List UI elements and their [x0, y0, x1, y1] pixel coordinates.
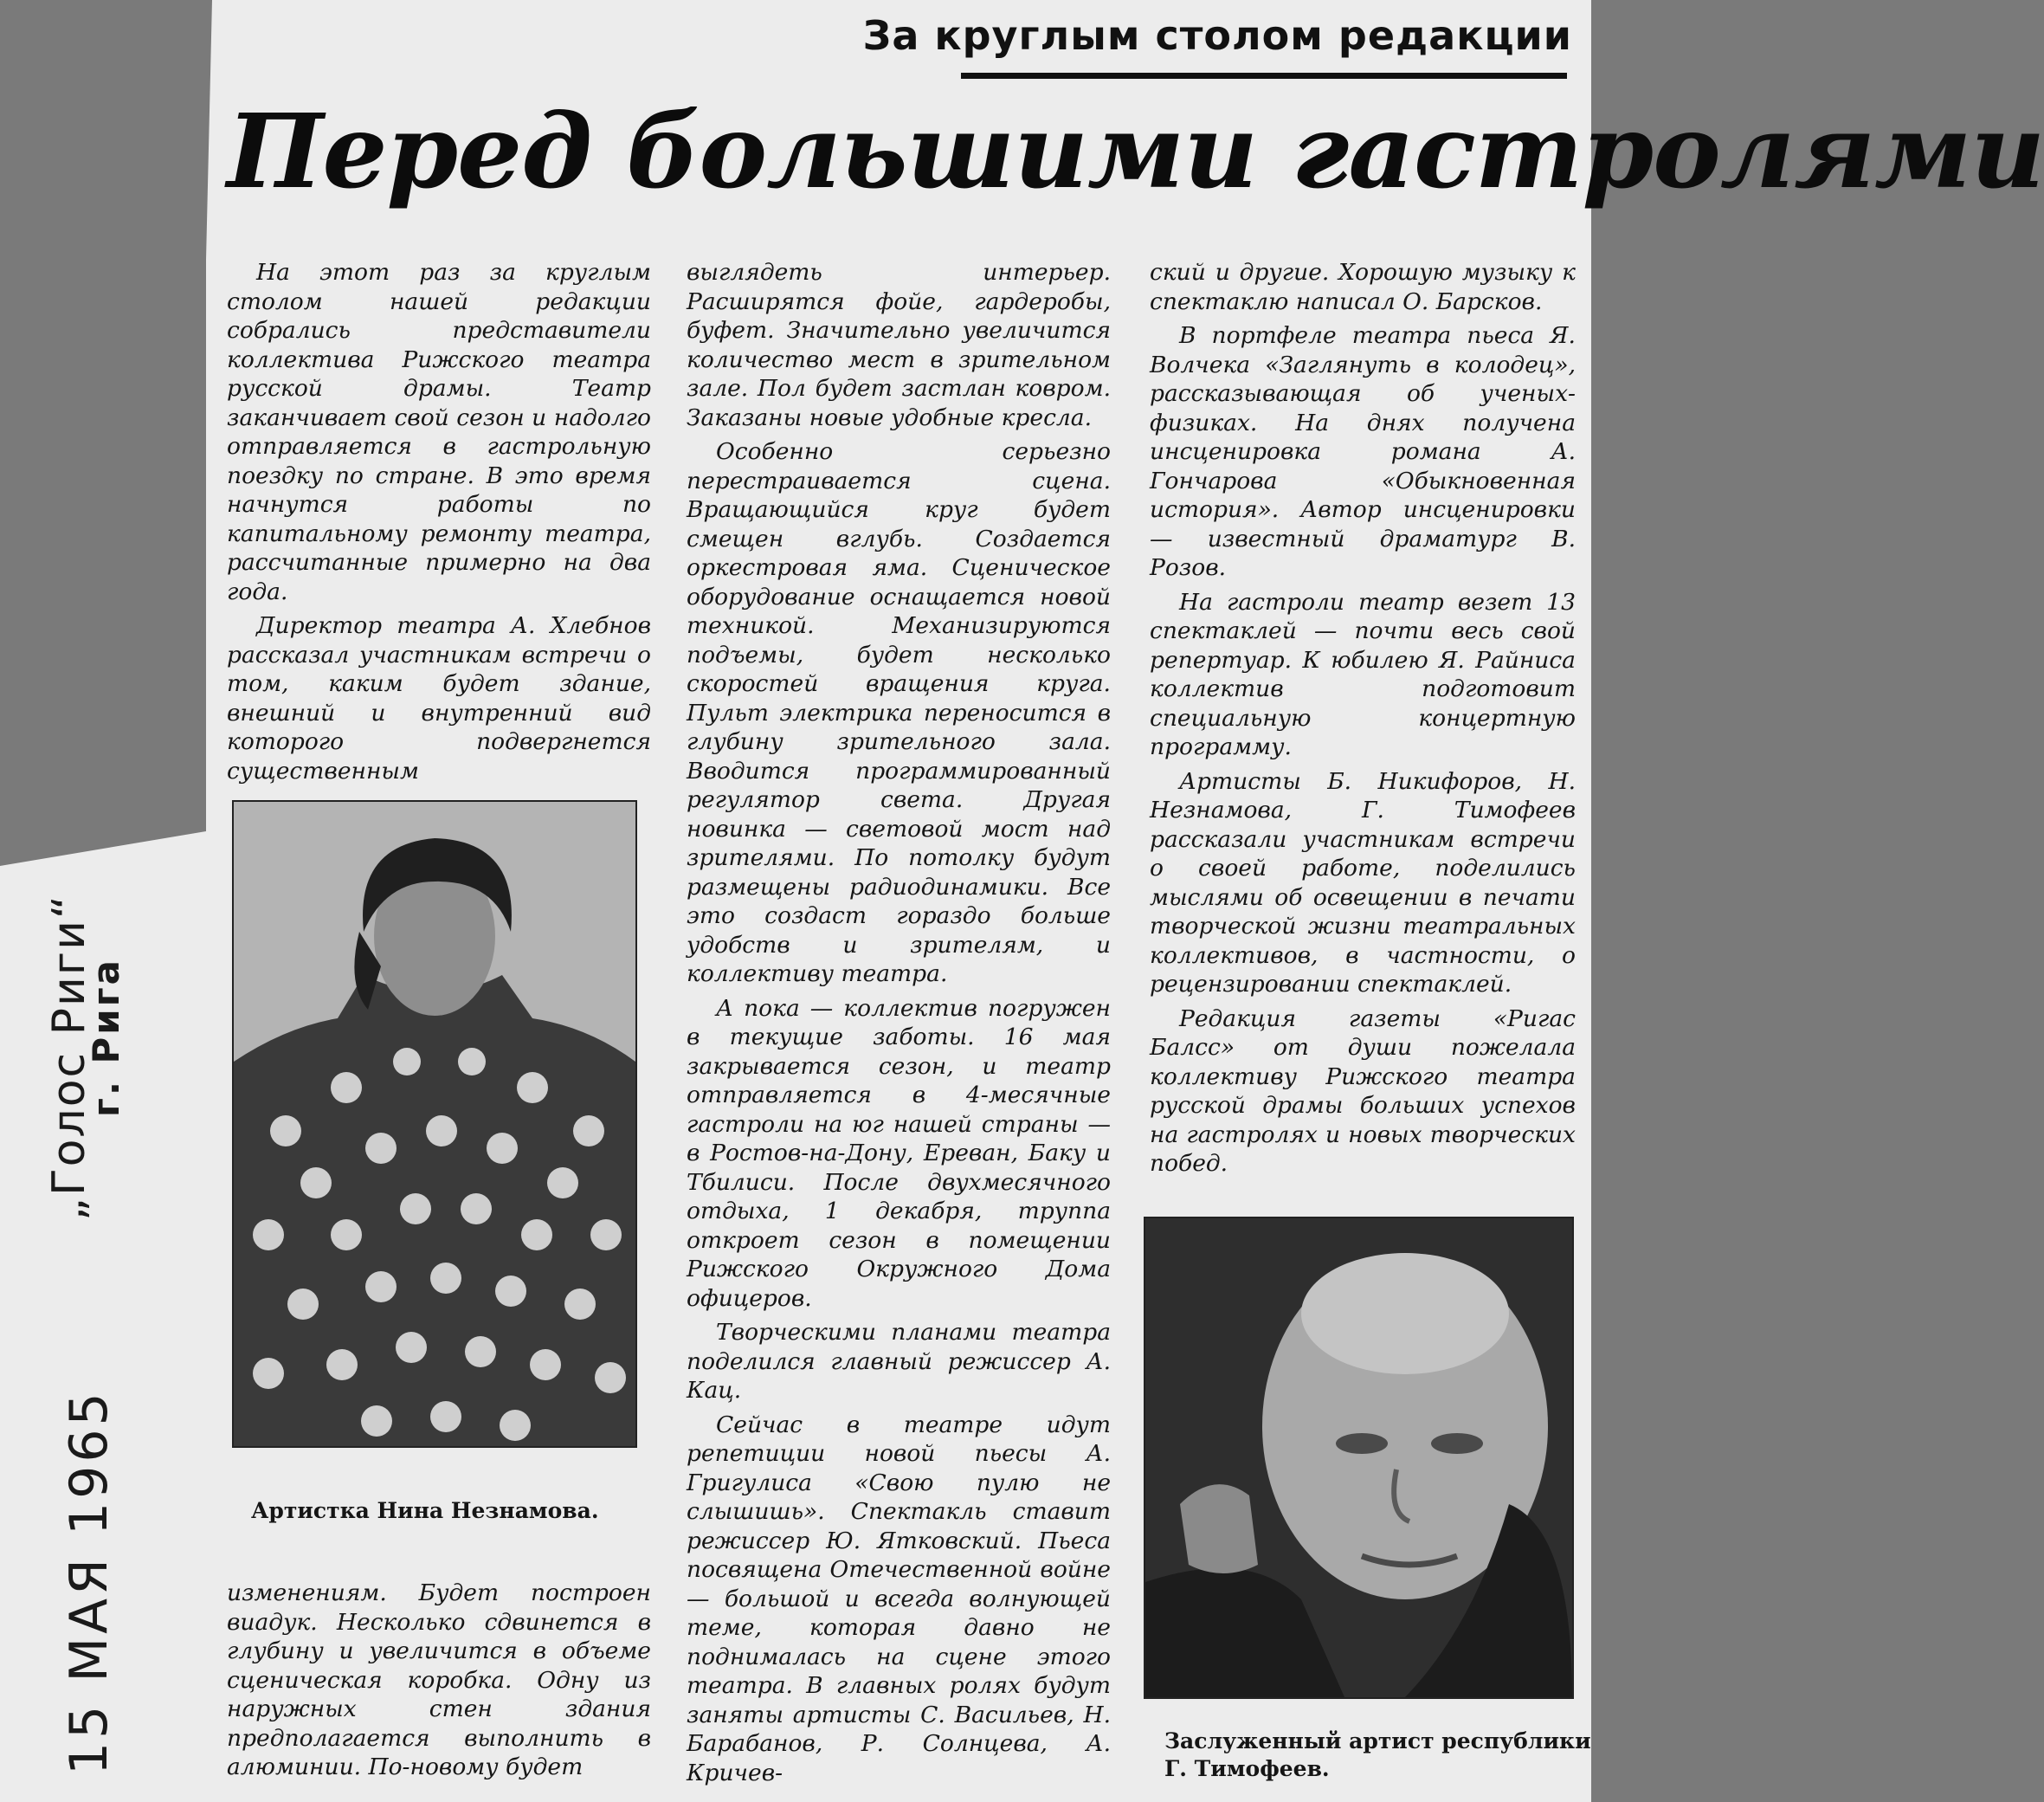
article-column-1-continued	[227, 1579, 651, 1787]
paragraph: Артисты Б. Никифоров, Н. Незнамова, Г. Тимофеев рассказали участникам встречи о своей работе, поделились мыслями об освещении в печати творческой жизни театральных коллективов, в частности, о рецензировании спектаклей.	[1150, 767, 1576, 998]
paragraph: Особенно серьезно перестраивается сцена. Вращающийся круг будет смещен вглубь. Создается оркестровая яма. Сценическое оборудование оснащается новой техникой. Механизируются подъемы, будет несколько скоростей вращения круга. Пульт электрика переносится в глубину зрительного зала. Вводится программированный регулятор света. Другая новинка — световой мост над зрителями. По потолку будут размещены радиодинамики. Все это создаст гораздо больше удобств и зрителям, и коллективу театра.	[687, 438, 1111, 987]
portrait-timofeev-image	[1145, 1218, 1572, 1697]
article-column-3	[1150, 258, 1576, 1184]
article-headline: Перед большими гастролями	[227, 91, 2044, 211]
paragraph: Сейчас в театре идут репетиции новой пьесы А. Григулиса «Свою пулю не слышишь». Спектакль ставит режиссер Ю. Ятковский. Пьеса посвящена Отечественной войне — большой и всегда волнующей теме, которая давно не поднималась на сцене этого театра. В главных ролях будут заняты артисты С. Васильев, Н. Барабанов, Р. Солнцева, А. Кричев-	[687, 1411, 1111, 1786]
paragraph: А пока — коллектив погружен в текущие заботы. 16 мая закрывается сезон, и театр отправляется в 4-месячные гастроли на юг нашей страны — в Ростов-на-Дону, Ереван, Баку и Тбилиси. После двухмесячного отдыха, 1 декабря, труппа откроет сезон в помещении Рижского Окружного Дома офицеров.	[687, 994, 1111, 1312]
date-stamp: 15 МАЯ 1965	[59, 1389, 119, 1775]
article-column-1	[227, 258, 651, 791]
paragraph: На этот раз за круглым столом нашей редакции собрались представители коллектива Рижского театра русской драмы. Театр заканчивает свой сезон и надолго отправляется в гастрольную поездку по стране. В это время начнутся работы по капитальному ремонту театра, рассчитанные примерно на два года.	[227, 259, 651, 605]
section-rubric: За круглым столом редакции	[862, 12, 1572, 59]
paragraph: Редакция газеты «Ригас Балсс» от души пожелала коллективу Рижского театра русской драмы больших успехов на гастролях и новых творческих побед.	[1150, 1004, 1576, 1177]
city-stamp: г. Рига	[85, 957, 127, 1117]
paragraph: выглядеть интерьер. Расширятся фойе, гардеробы, буфет. Значительно увеличится количество мест в зрительном зале. Пол будет застлан ковром. Заказаны новые удобные кресла.	[687, 259, 1111, 431]
paragraph: изменениям. Будет построен виадук. Несколько сдвинется в глубину и увеличится в объеме сценическая коробка. Одну из наружных стен здания предполагается выполнить в алюминии. По-новому будет	[227, 1579, 651, 1780]
paragraph: Творческими планами театра поделился главный режиссер А. Кац.	[687, 1319, 1111, 1404]
portrait-photo-timofeev	[1144, 1217, 1574, 1699]
paragraph: ский и другие. Хорошую музыку к спектаклю написал О. Барсков.	[1150, 259, 1576, 315]
rubric-underline	[961, 73, 1567, 79]
photo-caption-nina: Артистка Нина Незнамова.	[251, 1498, 599, 1523]
paragraph: Директор театра А. Хлебнов рассказал участникам встречи о том, каким будет здание, внешний и внутренний вид которого подвергнется существенным	[227, 612, 651, 785]
paragraph: В портфеле театра пьеса Я. Волчека «Заглянуть в колодец», рассказывающая об ученых-физиках. На днях получена инсценировка романа А. Гончарова «Обыкновенная история». Автор инсценировки — известный драматург В. Розов.	[1150, 322, 1576, 581]
article-column-2	[687, 258, 1111, 1792]
newspaper-name-stamp: „Голос Риги“	[43, 894, 95, 1221]
photo-caption-timofeev: Заслуженный артист республики Г. Тимофеев.	[1164, 1728, 1591, 1781]
paragraph: На гастроли театр везет 13 спектаклей — почти весь свой репертуар. К юбилею Я. Райниса коллектив подготовит специальную концертную программу.	[1150, 588, 1576, 760]
portrait-nina-image	[234, 802, 635, 1446]
portrait-photo-nina	[232, 800, 637, 1448]
